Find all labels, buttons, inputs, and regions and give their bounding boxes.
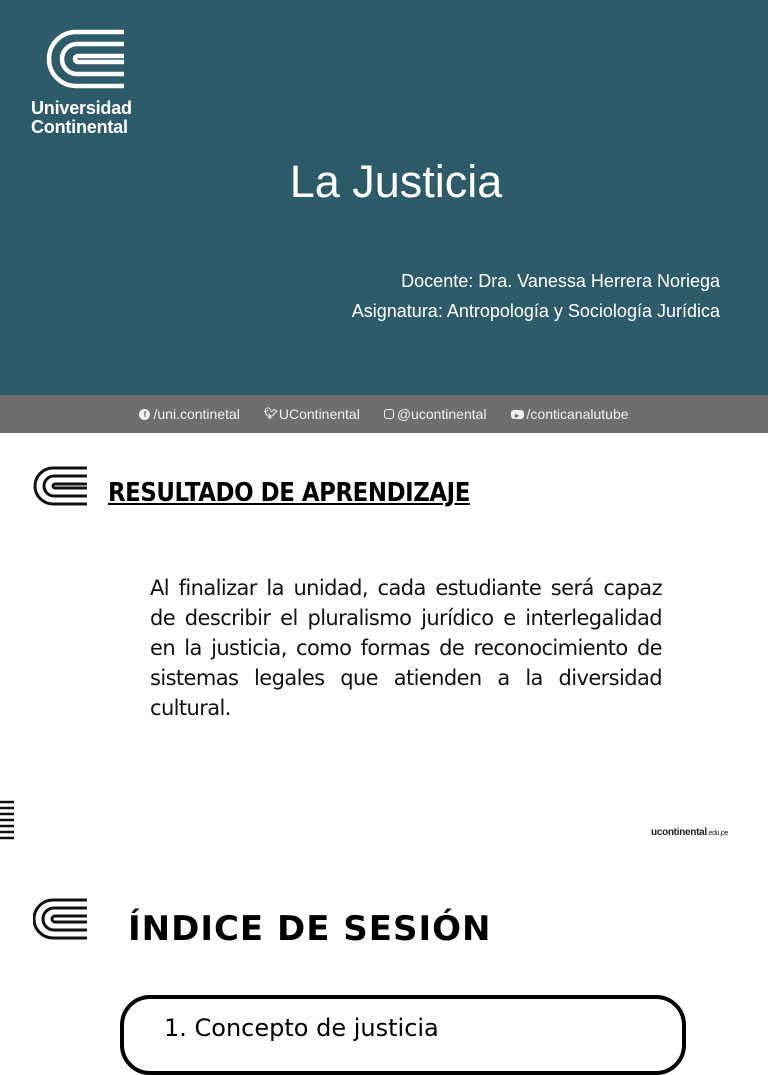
social-twitter[interactable] — [264, 406, 360, 422]
university-logo-icon — [46, 28, 128, 90]
brand-url-suffix: .edu.pe — [706, 830, 729, 837]
index-item: 1. Concepto de justicia — [164, 1014, 439, 1042]
learning-outcome-text: Al finalizar la unidad, cada estudiante será capaz de describir el pluralismo jurídico e interlegalidad en la justicia, como formas de reconocimiento de sistemas legales que atienden a la diversidad cultural. — [150, 576, 662, 720]
subject-line: Asignatura: Antropología y Sociología Jurídica — [351, 301, 720, 321]
side-lines-icon — [0, 800, 16, 840]
social-instagram[interactable] — [384, 406, 487, 422]
social-twitter-label: UContinental — [278, 406, 360, 422]
university-name — [31, 99, 132, 137]
cover-slide — [0, 0, 768, 395]
brand-url-name: ucontinental — [651, 827, 707, 838]
instagram-icon — [384, 409, 394, 419]
index-box — [120, 995, 686, 1075]
learning-outcome-heading: RESULTADO DE APRENDIZAJE — [108, 478, 470, 508]
social-youtube[interactable] — [511, 406, 629, 422]
teacher-line: Docente: Dra. Vanessa Herrera Noriega — [401, 271, 720, 291]
youtube-icon: ▸ — [511, 410, 524, 419]
university-name-line1: Universidad — [31, 98, 132, 118]
twitter-icon: 🐦︎ — [263, 407, 278, 420]
index-heading: ÍNDICE DE SESIÓN — [128, 909, 492, 949]
facebook-icon: f — [139, 409, 150, 420]
social-media-bar — [0, 395, 768, 433]
social-facebook[interactable] — [139, 406, 239, 422]
social-youtube-label: /conticanalutube — [526, 406, 629, 422]
presentation-title: La Justicia — [289, 156, 503, 207]
social-facebook-label: /uni.continetal — [153, 406, 240, 422]
university-name-line2: Continental — [31, 117, 128, 137]
section-logo-icon — [33, 466, 88, 506]
brand-url — [651, 827, 728, 838]
social-instagram-label: @ucontinental — [396, 406, 487, 422]
index-logo-icon — [33, 898, 88, 940]
